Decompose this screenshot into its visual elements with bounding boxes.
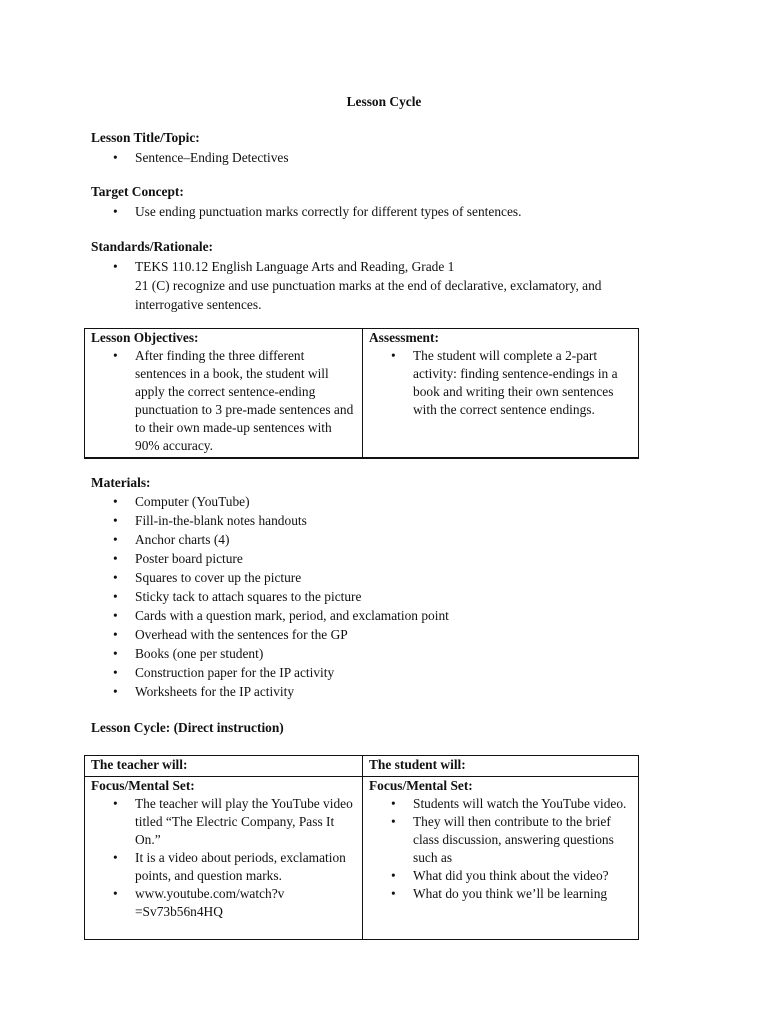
bullet-icon: • <box>113 259 118 274</box>
teacher-header-cell <box>85 756 363 777</box>
teacher-header: The teacher will: <box>91 757 188 772</box>
assessment-heading: Assessment: <box>369 330 439 345</box>
standards-line-1: TEKS 110.12 English Language Arts and Reading, Grade 1 <box>135 259 455 274</box>
objectives-list <box>91 347 356 455</box>
bullet-icon: • <box>113 494 118 509</box>
list-item <box>369 813 632 867</box>
bullet-icon: • <box>113 665 118 680</box>
material-text: Books (one per student) <box>135 646 264 661</box>
list-item <box>91 148 289 167</box>
material-text: Poster board picture <box>135 551 243 566</box>
teacher-cell <box>85 777 363 940</box>
bullet-icon: • <box>391 814 396 829</box>
material-text: Cards with a question mark, period, and exclamation point <box>135 608 449 623</box>
lesson-title-list <box>91 148 289 167</box>
list-item <box>91 606 449 625</box>
target-concept-text: Use ending punctuation marks correctly for different types of sentences. <box>135 204 522 219</box>
list-item <box>91 549 449 568</box>
list-item <box>91 795 356 849</box>
materials-list <box>91 492 449 701</box>
list-item <box>91 644 449 663</box>
bullet-icon: • <box>113 796 118 811</box>
bullet-icon: • <box>391 796 396 811</box>
student-item-text: They will then contribute to the brief class discussion, answering questions such as <box>413 814 614 865</box>
student-item-text: Students will watch the YouTube video. <box>413 796 627 811</box>
assessment-list <box>369 347 632 419</box>
list-item <box>91 885 356 921</box>
standards-line-3: interrogative sentences. <box>135 297 262 312</box>
student-focus-heading: Focus/Mental Set: <box>369 778 473 793</box>
material-text: Computer (YouTube) <box>135 494 250 509</box>
material-text: Construction paper for the IP activity <box>135 665 335 680</box>
list-item <box>369 885 632 903</box>
list-item <box>91 511 449 530</box>
lesson-cycle-table <box>84 755 639 940</box>
list-item <box>91 663 449 682</box>
list-item <box>91 849 356 885</box>
student-list <box>369 795 632 903</box>
standards-heading: Standards/Rationale: <box>91 239 214 254</box>
video-link-text: www.youtube.com/watch?v =Sv73b56n4HQ <box>135 886 285 919</box>
list-item <box>91 625 449 644</box>
materials-heading: Materials: <box>91 475 151 490</box>
teacher-list <box>91 795 356 921</box>
lesson-cycle-heading: Lesson Cycle: (Direct instruction) <box>91 720 284 735</box>
bullet-icon: • <box>391 868 396 883</box>
student-item-text: What do you think we’ll be learning <box>413 886 608 901</box>
list-item <box>91 568 449 587</box>
lesson-topic-text: Sentence–Ending Detectives <box>135 150 289 165</box>
list-item <box>91 347 356 455</box>
list-item <box>369 347 632 419</box>
list-item <box>369 867 632 885</box>
material-text: Anchor charts (4) <box>135 532 230 547</box>
page-title: Lesson Cycle <box>346 94 422 109</box>
material-text: Fill-in-the-blank notes handouts <box>135 513 307 528</box>
lesson-title-heading: Lesson Title/Topic: <box>91 130 200 145</box>
student-item-text: What did you think about the video? <box>413 868 609 883</box>
objectives-heading: Lesson Objectives: <box>91 330 199 345</box>
list-item <box>91 682 449 701</box>
list-item <box>91 530 449 549</box>
list-item <box>91 276 602 295</box>
objectives-cell <box>85 329 363 459</box>
bullet-icon: • <box>113 513 118 528</box>
bullet-icon: • <box>113 589 118 604</box>
target-concept-list <box>91 202 521 221</box>
student-header-cell <box>363 756 639 777</box>
bullet-icon: • <box>113 150 118 165</box>
bullet-icon: • <box>113 532 118 547</box>
objectives-assessment-table <box>84 328 639 459</box>
teacher-focus-heading: Focus/Mental Set: <box>91 778 195 793</box>
teacher-item-text: The teacher will play the YouTube video titled “The Electric Company, Pass It On.” <box>135 796 353 847</box>
material-text: Sticky tack to attach squares to the picture <box>135 589 362 604</box>
list-item <box>91 202 521 221</box>
bullet-icon: • <box>113 886 118 901</box>
list-item <box>91 587 449 606</box>
bullet-icon: • <box>113 551 118 566</box>
student-cell <box>363 777 639 940</box>
bullet-icon: • <box>113 348 118 363</box>
list-item <box>91 492 449 511</box>
bullet-icon: • <box>113 608 118 623</box>
bullet-icon: • <box>113 850 118 865</box>
assessment-text: The student will complete a 2-part activity: finding sentence-endings in a book and writing their own sentences with the correct sentence endings. <box>413 348 618 417</box>
bullet-icon: • <box>391 348 396 363</box>
material-text: Overhead with the sentences for the GP <box>135 627 348 642</box>
target-concept-heading: Target Concept: <box>91 184 184 199</box>
objective-text: After finding the three different sentences in a book, the student will apply the correct sentence-ending punctuation to 3 pre-made sentences and to their own made-up sentences with 90% accuracy. <box>135 348 354 453</box>
student-header: The student will: <box>369 757 466 772</box>
standards-list <box>91 257 602 314</box>
bullet-icon: • <box>113 627 118 642</box>
list-item <box>91 295 602 314</box>
assessment-cell <box>363 329 639 459</box>
bullet-icon: • <box>391 886 396 901</box>
material-text: Squares to cover up the picture <box>135 570 302 585</box>
material-text: Worksheets for the IP activity <box>135 684 295 699</box>
bullet-icon: • <box>113 570 118 585</box>
bullet-icon: • <box>113 646 118 661</box>
standards-line-2: 21 (C) recognize and use punctuation marks at the end of declarative, exclamatory, and <box>135 278 602 293</box>
bullet-icon: • <box>113 204 118 219</box>
bullet-icon: • <box>113 684 118 699</box>
teacher-item-text: It is a video about periods, exclamation points, and question marks. <box>135 850 346 883</box>
list-item <box>91 257 602 276</box>
list-item <box>369 795 632 813</box>
